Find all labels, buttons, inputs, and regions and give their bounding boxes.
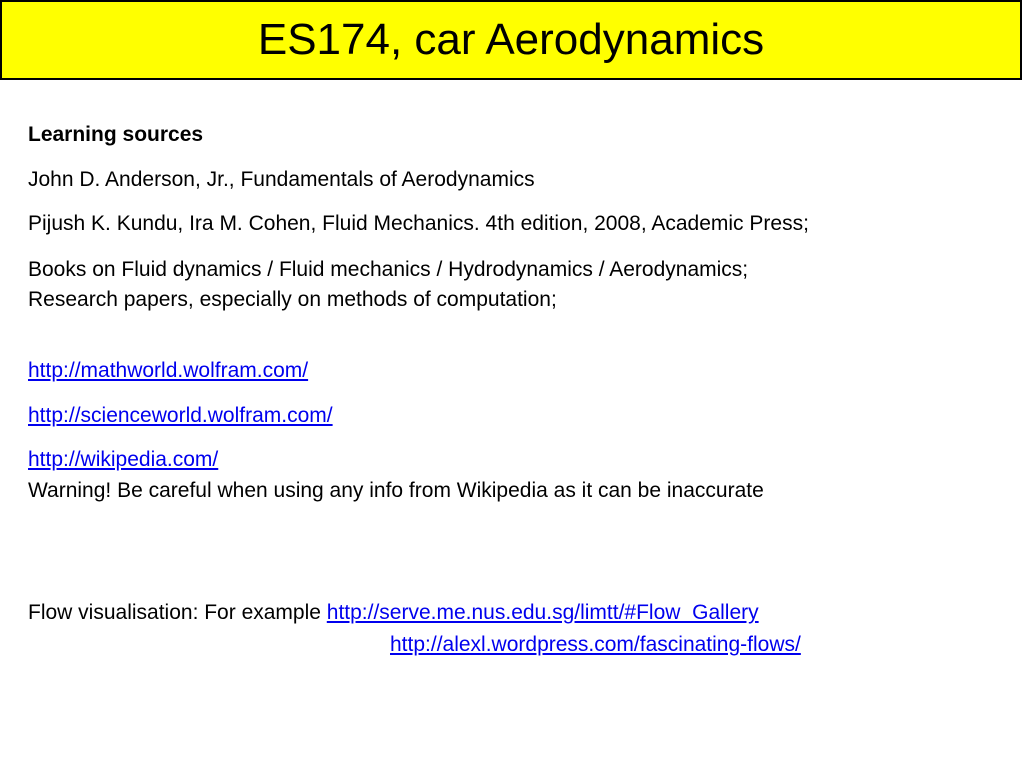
link-scienceworld[interactable]: http://scienceworld.wolfram.com/ <box>28 404 333 427</box>
source-research-papers: Research papers, especially on methods of computation; <box>28 288 557 311</box>
source-books: Books on Fluid dynamics / Fluid mechanics / Hydrodynamics / Aerodynamics; <box>28 258 749 281</box>
slide-title: ES174, car Aerodynamics <box>257 15 765 64</box>
source-kundu-cohen: Pijush K. Kundu, Ira M. Cohen, Fluid Mechanics. 4th edition, 2008, Academic Press; <box>28 212 809 235</box>
title-banner <box>0 0 1022 80</box>
link-mathworld[interactable]: http://mathworld.wolfram.com/ <box>28 359 309 382</box>
link-fascinating-flows[interactable]: http://alexl.wordpress.com/fascinating-flows/ <box>390 633 801 656</box>
link-flow-gallery[interactable]: http://serve.me.nus.edu.sg/limtt/#Flow_Gallery <box>326 601 759 624</box>
flow-visualisation-label: Flow visualisation: For example <box>28 601 327 624</box>
learning-sources-heading: Learning sources <box>28 123 204 146</box>
link-wikipedia[interactable]: http://wikipedia.com/ <box>28 448 219 471</box>
source-anderson: John D. Anderson, Jr., Fundamentals of Aerodynamics <box>28 168 535 191</box>
flow-visualisation-line <box>28 601 759 625</box>
wikipedia-warning: Warning! Be careful when using any info from Wikipedia as it can be inaccurate <box>28 479 764 502</box>
